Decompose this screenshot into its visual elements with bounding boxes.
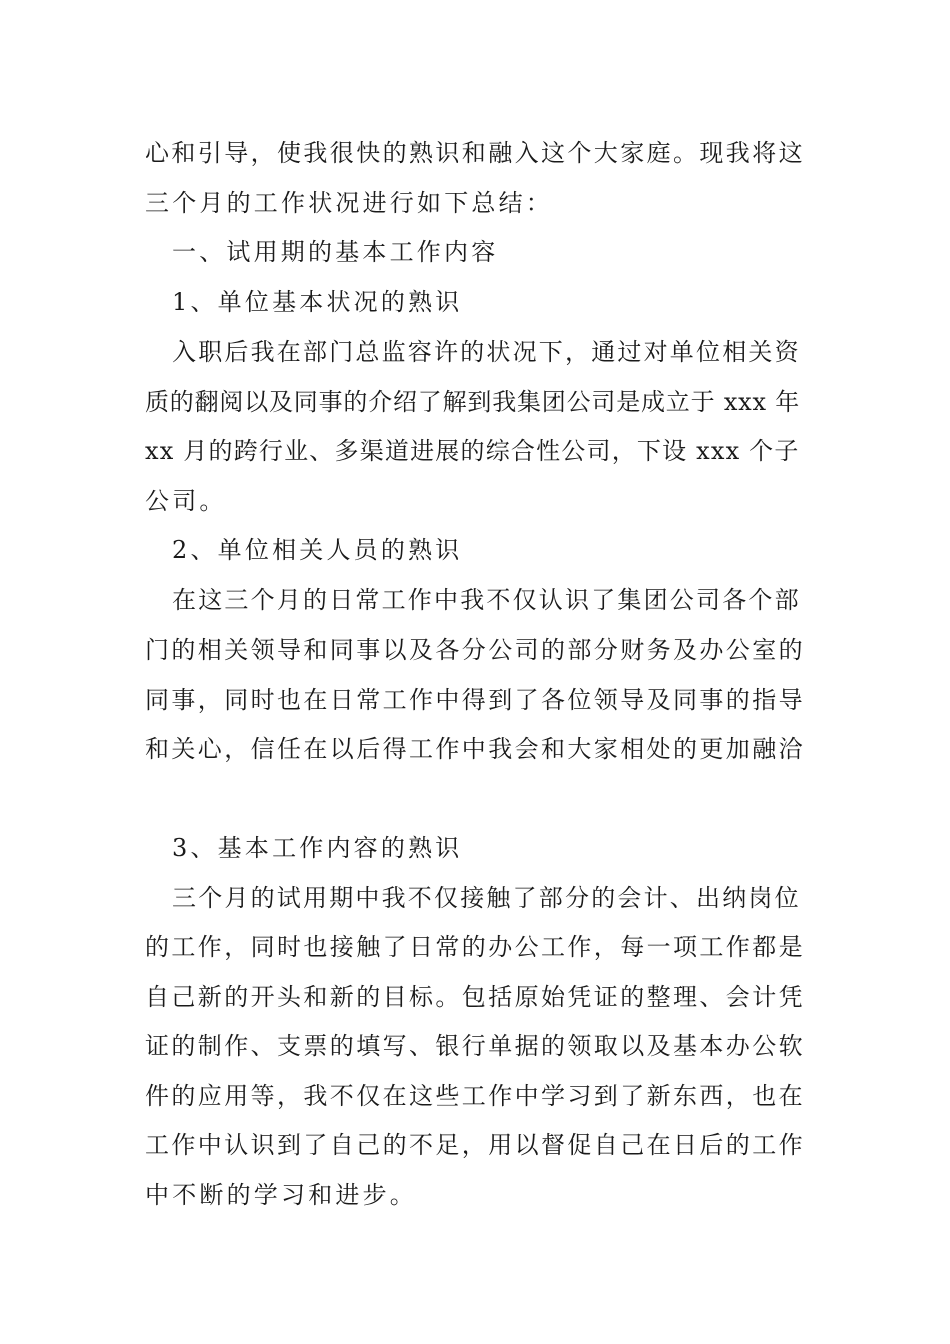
body-text-line: 门的相关领导和同事以及各分公司的部分财务及办公室的 [145,636,805,664]
body-text-line: 质的翻阅以及同事的介绍了解到我集团公司是成立于 xxx 年 [145,388,801,416]
body-text-line: 三个月的工作状况进行如下总结： [145,189,553,217]
body-text-line: 公司。 [145,487,227,515]
body-text-line: 工作中认识到了自己的不足，用以督促自己在日后的工作 [145,1131,805,1159]
body-text-line: 中不断的学习和进步。 [145,1181,417,1209]
body-text-line: 入职后我在部门总监容许的状况下，通过对单位相关资 [172,338,801,366]
body-text-line: 件的应用等，我不仅在这些工作中学习到了新东西，也在 [145,1082,805,1110]
body-text-line: 同事，同时也在日常工作中得到了各位领导及同事的指导 [145,686,805,714]
body-text-line: 自己新的开头和新的目标。包括原始凭证的整理、会计凭 [145,983,805,1011]
subsection-heading: 3、基本工作内容的熟识 [172,834,463,862]
body-text-line: 心和引导，使我很快的熟识和融入这个大家庭。现我将这 [145,139,805,167]
body-text-line: 三个月的试用期中我不仅接触了部分的会计、出纳岗位 [172,884,801,912]
body-text-line: 证的制作、支票的填写、银行单据的领取以及基本办公软 [145,1032,805,1060]
subsection-heading: 1、单位基本状况的熟识 [172,288,463,316]
body-text-line: 在这三个月的日常工作中我不仅认识了集团公司各个部 [172,586,801,614]
subsection-heading: 2、单位相关人员的熟识 [172,536,463,564]
section-heading: 一、试用期的基本工作内容 [172,238,499,266]
body-text-line: 和关心，信任在以后得工作中我会和大家相处的更加融洽 [145,735,805,763]
body-text-line: 的工作，同时也接触了日常的办公工作，每一项工作都是 [145,933,805,961]
body-text-line: xx 月的跨行业、多渠道进展的综合性公司，下设 xxx 个子 [145,437,800,465]
